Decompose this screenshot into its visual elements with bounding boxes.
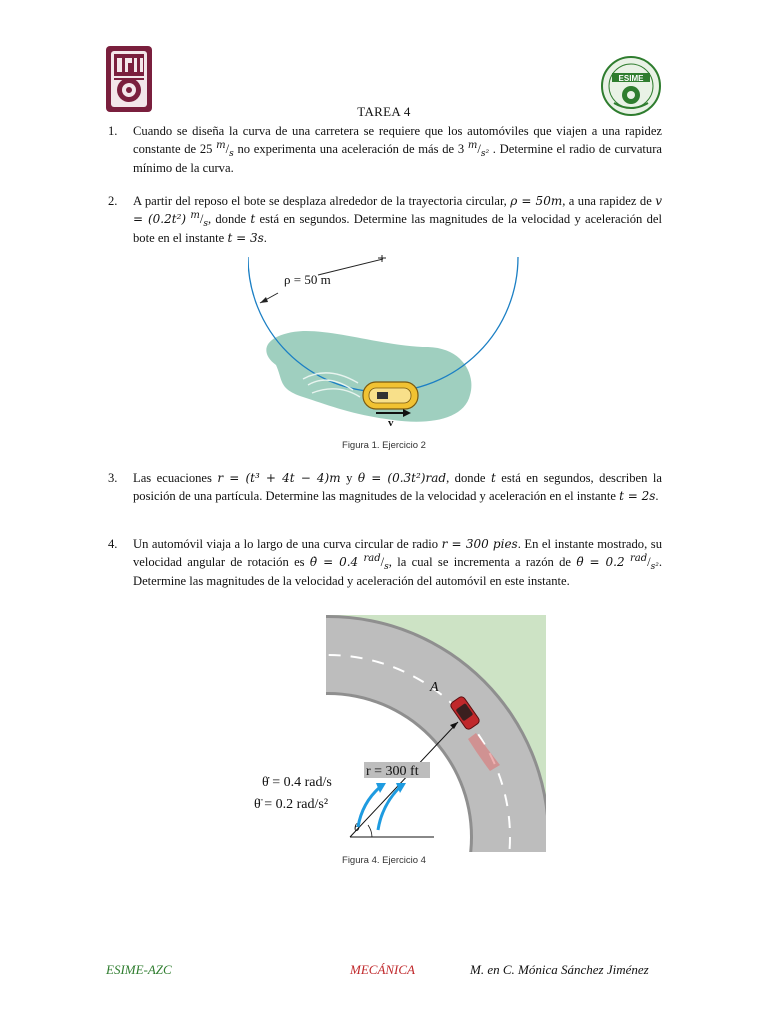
figure-1-caption: Figura 1. Ejercicio 2 bbox=[342, 440, 426, 451]
exercise-3 bbox=[108, 470, 662, 505]
figure-1-boat bbox=[248, 255, 520, 437]
exercise-number: 1. bbox=[108, 124, 118, 138]
exercise-text: Cuando se diseña la curva de una carretera se requiere que los automóviles que viajen a una rapidez constante de 25 $^m/_s$ no experimenta una aceleración de más de 3 $^m/_{s^2}$ . Determine el radio de curvatura mínimo de la curva. bbox=[133, 124, 663, 176]
radius-label: r = 300 ft bbox=[366, 764, 419, 779]
velocity-label: v bbox=[388, 417, 394, 429]
exercise-text: A partir del reposo el bote se desplaza alrededor de la trayectoria circular, ρ = 50m, a una rapidez de v = (0.2t²) $^m/_s$, donde t está en segundos. Determine las magnitudes de la velocidad y aceleración del bote en el instante t = 3s. bbox=[133, 194, 663, 246]
exercise-1 bbox=[108, 123, 662, 178]
footer-school: ESIME-AZC bbox=[106, 962, 172, 977]
theta-label: θ bbox=[354, 820, 360, 834]
figure-4-car bbox=[248, 615, 546, 852]
svg-text:ESIME: ESIME bbox=[618, 74, 644, 83]
exercise-number: 3. bbox=[108, 471, 118, 485]
exercise-4 bbox=[108, 536, 662, 591]
point-a-label: A bbox=[430, 680, 439, 695]
center-mark-icon bbox=[378, 255, 386, 262]
page-title: TAREA 4 bbox=[357, 104, 411, 119]
boat-motor-icon bbox=[377, 392, 388, 399]
figure-4-caption: Figura 4. Ejercicio 4 bbox=[342, 855, 426, 866]
exercise-text: Un automóvil viaja a lo largo de una curva circular de radio r = 300 pies. En el instante mostrado, su velocidad angular de rotación es θ̇ = 0.4 $^{rad}/_s$, la cual se incrementa a razón de θ̈ = 0.2 $^{rad}/_{s^2}$. Determine las magnitudes de la velocidad y aceleración del automóvil en este instante. bbox=[133, 537, 662, 589]
footer-subject: MECÁNICA bbox=[350, 962, 415, 977]
angular-acceleration-label: θ̈ = 0.2 rad/s² bbox=[254, 797, 329, 812]
exercise-number: 4. bbox=[108, 537, 118, 551]
water-area bbox=[266, 331, 471, 422]
exercise-text: Las ecuaciones r = (t³ + 4t − 4)m y θ = (0.3t²)rad, donde t está en segundos, describen la posición de una partícula. Determine las magnitudes de la velocidad y aceleración en el instante t = 2s. bbox=[133, 471, 662, 503]
exercise-number: 2. bbox=[108, 194, 118, 208]
angular-velocity-label: θ̇ = 0.4 rad/s bbox=[262, 775, 332, 790]
rho-label: ρ = 50 m bbox=[284, 272, 331, 287]
footer-author: M. en C. Mónica Sánchez Jiménez bbox=[470, 962, 649, 977]
rho-arrowhead-icon bbox=[260, 297, 268, 303]
exercise-2 bbox=[108, 193, 662, 248]
